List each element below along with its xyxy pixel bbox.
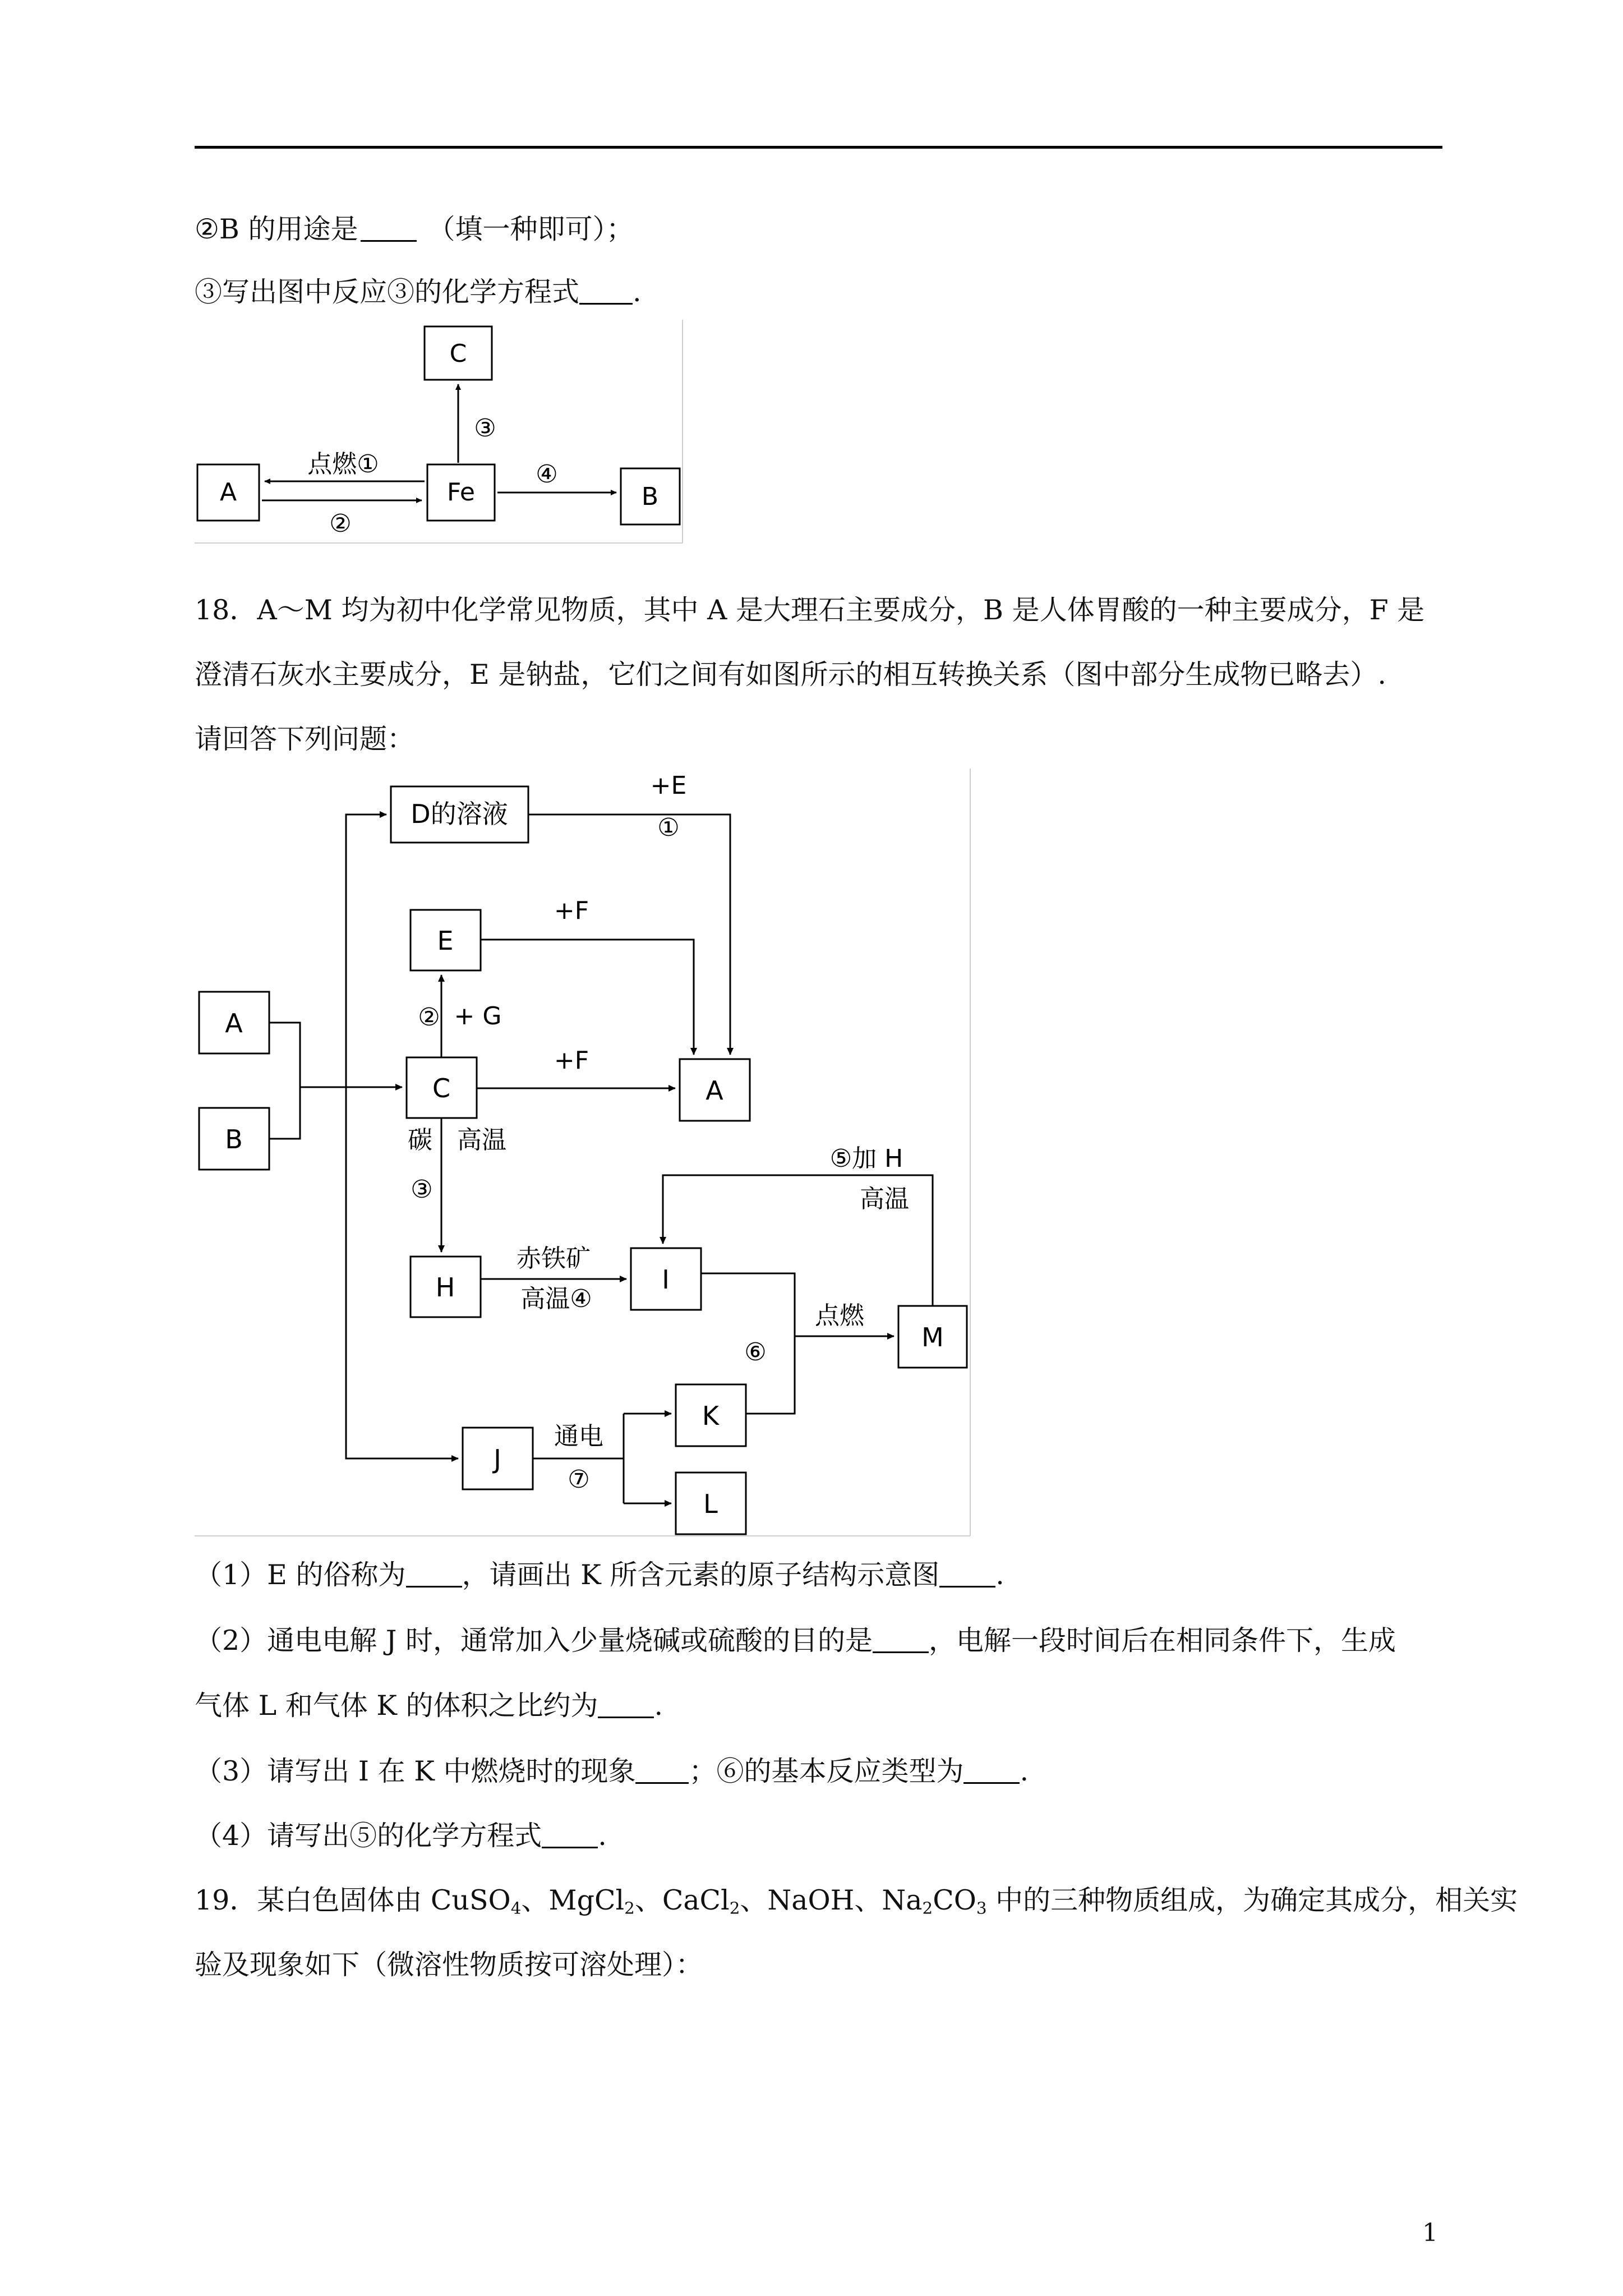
label-r4: ④	[536, 460, 558, 489]
node-C-label: C	[432, 1073, 451, 1103]
label-plus-f-2: +F	[554, 1046, 589, 1075]
answer-blank[interactable]	[579, 275, 633, 305]
arrow-to-d	[346, 815, 386, 1087]
q18-sub-2b: 气体 L 和气体 K 的体积之比约为 .	[195, 1690, 663, 1722]
node-Fe-label: Fe	[447, 478, 475, 507]
answer-blank[interactable]	[406, 1558, 462, 1588]
header-rule	[195, 146, 1442, 149]
q17-line-3: ③写出图中反应③的化学方程式 .	[195, 276, 642, 308]
node-D-label: D的溶液	[411, 799, 508, 829]
label-r3: ③	[474, 414, 496, 443]
node-E-label: E	[437, 926, 454, 956]
q18-intro-line-2: 澄清石灰水主要成分，E 是钠盐，它们之间有如图所示的相互转换关系（图中部分生成物已略去）.	[195, 659, 1386, 691]
label-r3: ③	[411, 1175, 433, 1204]
label-dianran: 点燃	[815, 1301, 864, 1330]
node-M-label: M	[921, 1322, 944, 1352]
node-A-label: A	[219, 478, 237, 507]
page-number: 1	[1422, 2219, 1438, 2247]
diagram-conversion-svg	[195, 769, 974, 1537]
label-tongdian: 通电	[554, 1422, 603, 1451]
label-r7: ⑦	[568, 1465, 590, 1494]
q18-intro-line-3: 请回答下列问题：	[195, 723, 415, 755]
node-J-label: J	[494, 1444, 501, 1474]
diagram-conversion	[195, 769, 974, 1537]
node-L-label: L	[703, 1489, 718, 1519]
q18-sub-3: （3）请写出 I 在 K 中燃烧时的现象 ；⑥的基本反应类型为 .	[195, 1755, 1029, 1787]
answer-blank[interactable]	[963, 1755, 1020, 1784]
label-r1: ①	[657, 813, 680, 842]
arrow-d-to-a	[528, 815, 730, 1055]
label-plus-g: + G	[454, 1002, 502, 1030]
diagram-fe-reactions	[195, 320, 688, 544]
label-gaowen-1: 高温	[457, 1126, 506, 1154]
q18-sub-4: （4）请写出⑤的化学方程式 .	[195, 1820, 607, 1852]
label-tan: 碳	[408, 1126, 432, 1154]
label-r5-gaowen: 高温	[860, 1185, 909, 1213]
label-plus-f-1: +F	[554, 896, 589, 925]
node-K-label: K	[702, 1401, 720, 1431]
label-r2: ②	[418, 1003, 440, 1032]
answer-blank[interactable]	[542, 1819, 598, 1848]
q19-line-2: 验及现象如下（微溶性物质按可溶处理）：	[195, 1949, 703, 1981]
answer-blank[interactable]	[873, 1624, 929, 1653]
label-r1: 点燃①	[307, 450, 379, 478]
answer-blank[interactable]	[939, 1558, 995, 1588]
label-r5: ⑤加 H	[829, 1144, 903, 1173]
label-chitiekuang: 赤铁矿	[517, 1244, 591, 1273]
answer-blank[interactable]	[598, 1689, 654, 1718]
q18-sub-1: （1）E 的俗称为 ，请画出 K 所含元素的原子结构示意图 .	[195, 1559, 1004, 1591]
label-plus-e: +E	[650, 771, 687, 800]
node-B-label: B	[225, 1124, 243, 1154]
label-gaowen-4: 高温④	[520, 1285, 592, 1313]
diagram-fe-svg	[195, 320, 688, 544]
q18-sub-2: （2）通电电解 J 时，通常加入少量烧碱或硫酸的目的是 ，电解一段时间后在相同条件下，生成	[195, 1625, 1396, 1657]
node-C-label: C	[449, 339, 467, 368]
connector-ab	[269, 1023, 300, 1139]
node-I-label: I	[662, 1264, 670, 1295]
answer-blank[interactable]	[635, 1755, 689, 1784]
node-H-label: H	[435, 1272, 455, 1303]
q18-intro-line-1: 18．A～M 均为初中化学常见物质，其中 A 是大理石主要成分，B 是人体胃酸的一种主要成分，F 是	[195, 594, 1425, 626]
answer-blank[interactable]	[361, 213, 417, 242]
q19-line-1: 19．某白色固体由 CuSO$_4$、MgCl$_2$、CaCl$_2$、NaOH、$Na_2CO_3$ 中的三种物质组成，为确定其成分，相关实	[195, 1884, 1518, 1918]
node-A-label: A	[225, 1008, 243, 1038]
label-r6: ⑥	[744, 1338, 767, 1366]
label-r2: ②	[329, 509, 352, 538]
q17-line-2: ②B 的用途是 （填一种即可）；	[195, 213, 634, 245]
node-B-label: B	[641, 482, 659, 511]
node-A2-label: A	[706, 1075, 723, 1106]
arrow-e-to-a	[481, 940, 694, 1055]
